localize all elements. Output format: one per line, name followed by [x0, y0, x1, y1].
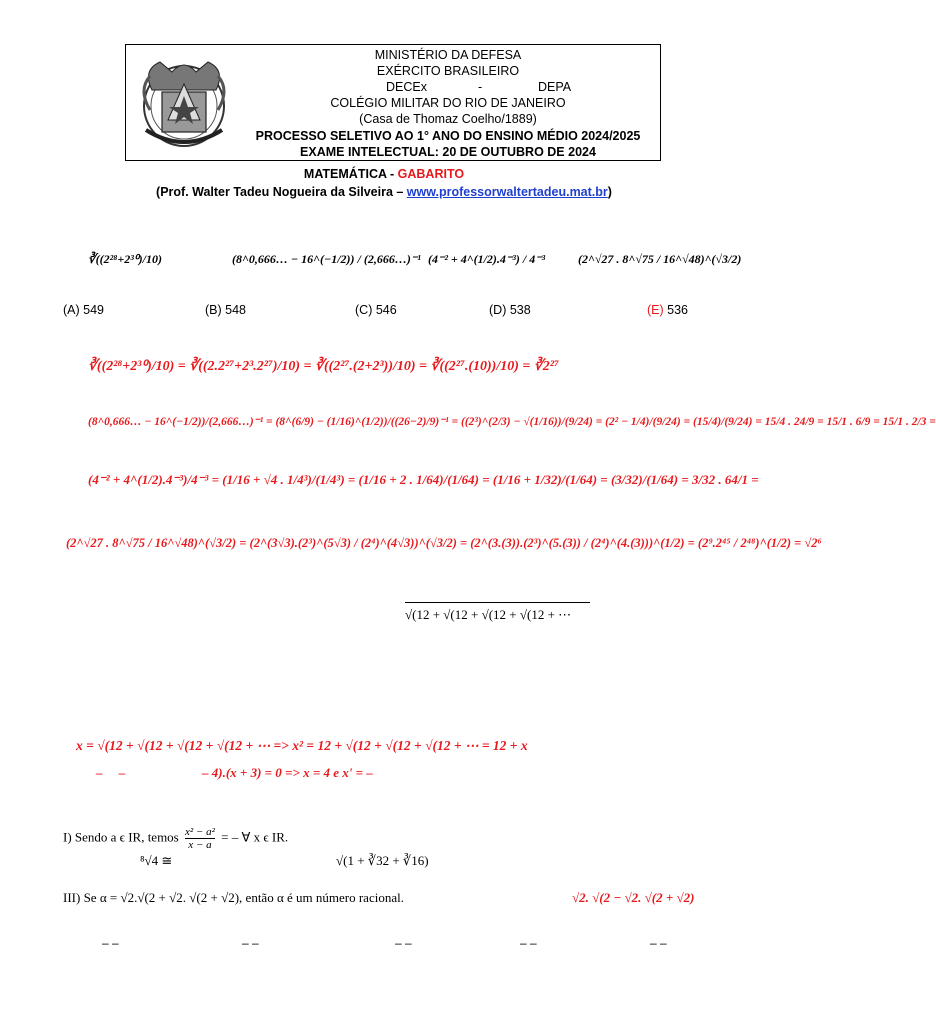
footer-dash-1: – – [102, 936, 119, 950]
author-suffix: ) [607, 185, 612, 199]
q1-expression-b: (8^0,666… − 16^(−1/2)) / (2,666…)⁻¹ [232, 252, 421, 266]
subject-gabarito: GABARITO [397, 167, 465, 181]
option-b: (B) 548 [205, 303, 247, 317]
author-prefix: (Prof. Walter Tadeu Nogueira da Silveira – [156, 185, 407, 199]
q1-solution-line-1: ∛((2²⁸+2³⁰)/10) = ∛((2.2²⁷+2³.2²⁷)/10) = ∛((2²⁷.(2+2³))/10) = ∛((2²⁷.(10))/10) = ∛2²⁷ [88, 359, 559, 374]
header-line-house: (Casa de Thomaz Coelho/1889) [359, 112, 537, 126]
q2-solution-line: x = √(12 + √(12 + √(12 + √(12 + ⋯ => x² = 12 + √(12 + √(12 + √(12 + ⋯ = 12 + x [76, 738, 528, 753]
q3-i-fraction: $\frac{\text{x² − a²}}{x - a}$ [185, 826, 215, 851]
option-c: (C) 546 [355, 303, 397, 317]
q3-statement-ii-right: √(1 + ∛32 + ∛16) [336, 853, 429, 868]
footer-dash-2: – – [242, 936, 259, 950]
header-line-ministry: MINISTÉRIO DA DEFESA [374, 48, 522, 62]
option-a: (A) 549 [63, 303, 105, 317]
q1-expression-d: (2^√27 . 8^√75 / 16^√48)^(√3/2) [578, 252, 742, 266]
q3-iii-radical: √(2 + √2. √(2 + √2) [137, 890, 240, 905]
subject-prefix: MATEMÁTICA - [303, 167, 398, 181]
header-depa: DEPA [538, 80, 572, 94]
q1-solution-line-2: (8^0,666… − 16^(−1/2))/(2,666…)⁻¹ = (8^(6/9) − (1/16)^(1/2))/((26−2)/9)⁻¹ = ((2³)^(2/3) − √(1/16))/(9/24) = (2² − 1/4)/(9/24) = (15/4)/(9/24) = 15/4 . 24/9 = 15/1 . 6/9 = 15/1 . 2/3 = [88, 416, 936, 428]
q3-statement-ii-left: ⁸√4 ≅ [140, 853, 173, 868]
q1-expression-a: ∛((2²⁸+2³⁰)/10) [88, 252, 162, 266]
subject-line [0, 167, 768, 181]
crest-emblem-icon [132, 50, 236, 154]
option-e-letter: (E) [647, 303, 664, 317]
footer-dash-4: – – [520, 936, 537, 950]
header-decex: DECEx [386, 80, 427, 94]
q3-statement-i [63, 826, 288, 851]
q2-expression: √(12 + √(12 + √(12 + √(12 + ⋯ [405, 602, 590, 623]
q3-statement-iii: III) Se α = √2.√(2 + √2. √(2 + √2), então α é um número racional. [63, 890, 404, 905]
exam-date: EXAME INTELECTUAL: 20 DE OUTUBRO DE 2024 [300, 145, 596, 159]
q3-statement-iii-answer: √2. √(2 − √2. √(2 + √2) [572, 890, 695, 905]
option-d: (D) 538 [489, 303, 531, 317]
header-line-college: COLÉGIO MILITAR DO RIO DE JANEIRO [330, 96, 566, 110]
q3-i-prefix: I) Sendo a ϵ IR, temos [63, 829, 179, 845]
footer-dash-5: – – [650, 936, 667, 950]
footer-dash-3: – – [395, 936, 412, 950]
q1-solution-line-4: (2^√27 . 8^√75 / 16^√48)^(√3/2) = (2^(3√3).(2³)^(5√3) / (2⁴)^(4√3))^(√3/2) = (2^(3.(3)).(2³)^(5.(3)) / (2⁴)^(4.(3)))^(1/2) = (2⁹.2⁴⁵ / 2⁴⁸)^(1/2) = √2⁶ [66, 536, 822, 550]
q2-factor-line: – 4).(x + 3) = 0 => x = 4 e x' = – [202, 765, 373, 780]
q3-i-suffix: = – ∀ x ϵ IR. [221, 829, 289, 845]
header-line-army: EXÉRCITO BRASILEIRO [376, 64, 520, 78]
author-website-link[interactable]: www.professorwaltertadeu.mat.br [406, 185, 608, 199]
q2-dashes: – – [96, 765, 126, 780]
author-line [0, 185, 768, 199]
header-dash: - [478, 80, 483, 94]
q1-solution-line-3: (4⁻² + 4^(1/2).4⁻³)/4⁻³ = (1/16 + √4 . 1/4³)/(1/4³) = (1/16 + 2 . 1/64)/(1/64) = (1/16 + 1/32)/(1/64) = (3/32)/(1/64) = 3/32 . 64/1 = [88, 472, 759, 487]
q1-expression-c: (4⁻² + 4^(1/2).4⁻³) / 4⁻³ [428, 252, 546, 266]
exam-title: PROCESSO SELETIVO AO 1° ANO DO ENSINO MÉDIO 2024/2025 [255, 129, 641, 143]
option-e: (E) 536 [647, 303, 689, 317]
